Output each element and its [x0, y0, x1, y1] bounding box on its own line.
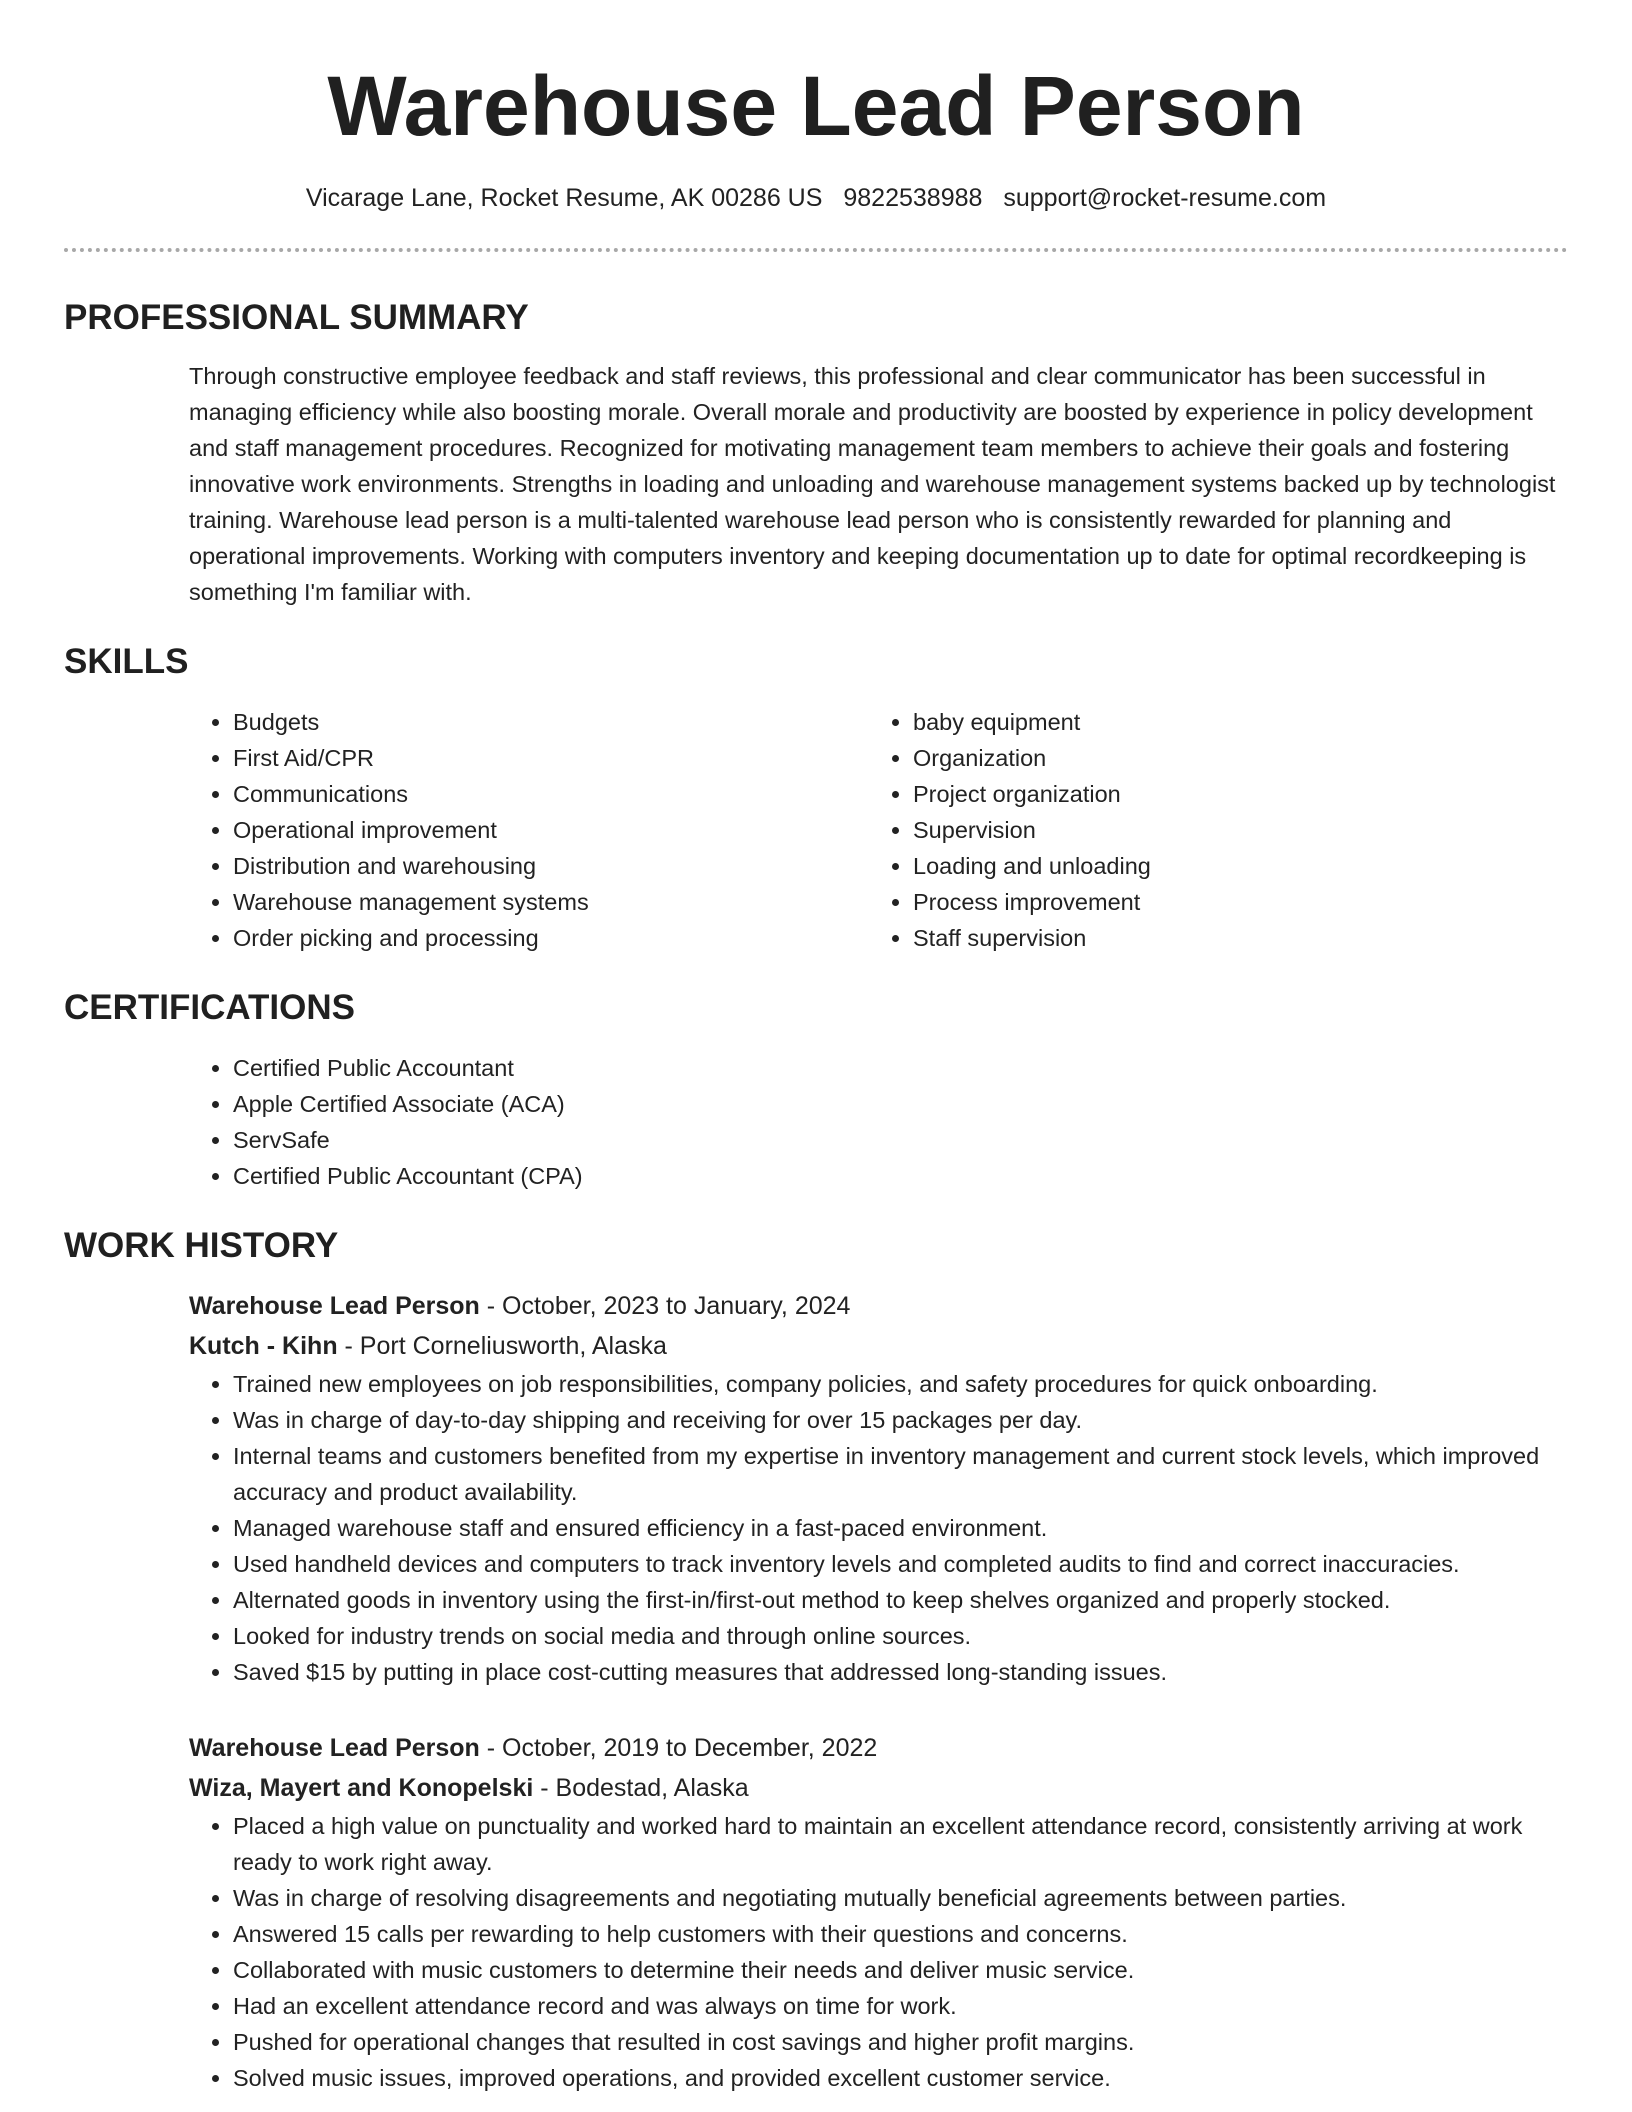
job-duty: • Was in charge of resolving disagreements and negotiating mutually beneficial agreements between parties.: [233, 1880, 1568, 1916]
skill-item: • Order picking and processing: [233, 920, 869, 956]
certifications-list: [189, 1050, 1568, 1194]
skill-item: • First Aid/CPR: [233, 740, 869, 776]
skill-item: • Supervision: [913, 812, 1549, 848]
job-title-line: [189, 1728, 1568, 1768]
job-title-line: [189, 1286, 1568, 1326]
job-company: Wiza, Mayert and Konopelski: [189, 1774, 534, 1802]
job-duties: [189, 1366, 1568, 1690]
skills-column-right: [869, 704, 1549, 956]
job-duty: • Collaborated with music customers to determine their needs and deliver music service.: [233, 1952, 1568, 1988]
job-title: Warehouse Lead Person: [189, 1734, 480, 1762]
candidate-name: Warehouse Lead Person: [327, 59, 1305, 153]
certifications-heading: CERTIFICATIONS: [64, 988, 356, 1027]
contact-phone: 9822538988: [843, 184, 983, 212]
resume-page: [64, 0, 1568, 2096]
skill-item: • Loading and unloading: [913, 848, 1549, 884]
certification-item: • Certified Public Accountant: [233, 1050, 1568, 1086]
job-company-line: [189, 1326, 1568, 1366]
contact-line: [64, 182, 1568, 214]
job-company-line: [189, 1768, 1568, 1808]
certification-item: • ServSafe: [233, 1122, 1568, 1158]
job-duty: • Internal teams and customers benefited from my expertise in inventory management and current stock levels, which improved accuracy and product availability.: [233, 1438, 1568, 1510]
job-location: - Bodestad, Alaska: [533, 1774, 749, 1802]
skill-item: • baby equipment: [913, 704, 1549, 740]
job-entry: [189, 1286, 1568, 1690]
summary-text: Through constructive employee feedback and staff reviews, this professional and clear communicator has been successful in managing efficiency while also boosting morale. Overall morale and productivity are boosted by experience in policy development and staff management procedures. Recognized for motivating management team members to achieve their goals and fostering innovative work environments. Strengths in loading and unloading and warehouse management systems backed up by technologist training. Warehouse lead person is a multi-talented warehouse lead person who is consistently rewarded for planning and operational improvements. Working with computers inventory and keeping documentation up to date for optimal recordkeeping is something I'm familiar with.: [189, 363, 1556, 605]
job-duty: • Alternated goods in inventory using the first-in/first-out method to keep shelves organized and properly stocked.: [233, 1582, 1568, 1618]
job-title: Warehouse Lead Person: [189, 1292, 480, 1320]
job-duty: • Was in charge of day-to-day shipping and receiving for over 15 packages per day.: [233, 1402, 1568, 1438]
skill-item: • Staff supervision: [913, 920, 1549, 956]
skills-heading: SKILLS: [64, 642, 189, 681]
job-location: - Port Corneliusworth, Alaska: [337, 1332, 667, 1360]
work-history-heading: WORK HISTORY: [64, 1226, 339, 1265]
skill-item: • Operational improvement: [233, 812, 869, 848]
job-duty: • Pushed for operational changes that resulted in cost savings and higher profit margins.: [233, 2024, 1568, 2060]
skill-item: • Budgets: [233, 704, 869, 740]
job-duty: • Solved music issues, improved operations, and provided excellent customer service.: [233, 2060, 1568, 2096]
job-duty: • Placed a high value on punctuality and worked hard to maintain an excellent attendance record, consistently arriving at work ready to work right away.: [233, 1808, 1568, 1880]
certification-item: • Apple Certified Associate (ACA): [233, 1086, 1568, 1122]
job-duty: • Answered 15 calls per rewarding to help customers with their questions and concerns.: [233, 1916, 1568, 1952]
skill-item: • Communications: [233, 776, 869, 812]
job-duty: • Managed warehouse staff and ensured efficiency in a fast-paced environment.: [233, 1510, 1568, 1546]
job-duty: • Saved $15 by putting in place cost-cutting measures that addressed long-standing issues.: [233, 1654, 1568, 1690]
summary-heading: PROFESSIONAL SUMMARY: [64, 298, 529, 337]
job-duty: • Had an excellent attendance record and was always on time for work.: [233, 1988, 1568, 2024]
job-dates: - October, 2023 to January, 2024: [479, 1292, 851, 1320]
skills-column-left: [189, 704, 869, 956]
contact-address: Vicarage Lane, Rocket Resume, AK 00286 US: [305, 184, 823, 212]
job-entry: [189, 1728, 1568, 2096]
skill-item: • Warehouse management systems: [233, 884, 869, 920]
header-divider: [64, 248, 1568, 252]
certification-item: • Certified Public Accountant (CPA): [233, 1158, 1568, 1194]
job-duty: • Trained new employees on job responsibilities, company policies, and safety procedures for quick onboarding.: [233, 1366, 1568, 1402]
job-duty: • Used handheld devices and computers to track inventory levels and completed audits to find and correct inaccuracies.: [233, 1546, 1568, 1582]
skill-item: • Process improvement: [913, 884, 1549, 920]
job-company: Kutch - Kihn: [189, 1332, 338, 1360]
job-duty: • Looked for industry trends on social media and through online sources.: [233, 1618, 1568, 1654]
contact-email: support@rocket-resume.com: [1003, 184, 1327, 212]
skill-item: • Organization: [913, 740, 1549, 776]
job-duties: [189, 1808, 1568, 2096]
skill-item: • Distribution and warehousing: [233, 848, 869, 884]
job-dates: - October, 2019 to December, 2022: [479, 1734, 878, 1762]
skill-item: • Project organization: [913, 776, 1549, 812]
skills-list: [189, 704, 1568, 956]
